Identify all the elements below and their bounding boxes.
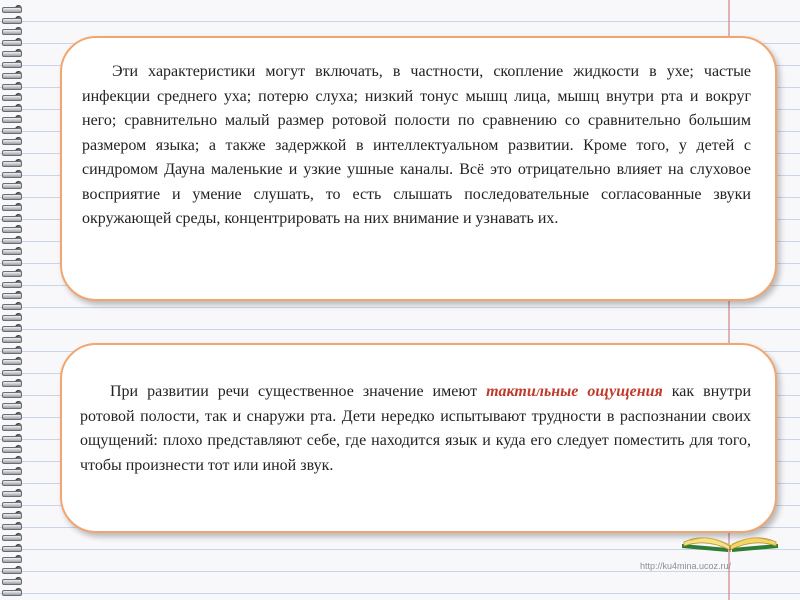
binding-ring-icon xyxy=(2,103,26,112)
binding-ring-icon xyxy=(2,169,26,178)
binding-ring-icon xyxy=(2,521,26,530)
binding-ring-icon xyxy=(2,444,26,453)
binding-ring-icon xyxy=(2,202,26,211)
binding-ring-icon xyxy=(2,411,26,420)
binding-ring-icon xyxy=(2,147,26,156)
binding-ring-icon xyxy=(2,312,26,321)
info-card-2 xyxy=(60,343,777,533)
source-url: http://ku4mina.ucoz.ru/ xyxy=(640,561,732,571)
binding-ring-icon xyxy=(2,224,26,233)
info-card-1 xyxy=(60,36,777,301)
binding-ring-icon xyxy=(2,422,26,431)
binding-ring-icon xyxy=(2,345,26,354)
binding-ring-icon xyxy=(2,455,26,464)
paragraph-1: Эти характеристики могут включать, в частности, скопление жидкости в ухе; частые инфекции среднего уха; потерю слуха; низкий тонус мышц лица, мышц внутри рта и вокруг него; сравнительно малый размер ротовой полости по сравнению со сравнительно большим размером языка; а также задержкой в интеллектуальном развитии. Кроме того, у детей с синдромом Дауна маленькие и узкие ушные каналы. Всё это отрицательно влияет на слуховое восприятие и умение слушать, то есть слышать последовательные согласованные звуки окружающей среды, концентрировать на них внимание и узнавать их. xyxy=(82,63,751,227)
binding-ring-icon xyxy=(2,290,26,299)
binding-ring-icon xyxy=(2,477,26,486)
binding-ring-icon xyxy=(2,279,26,288)
binding-ring-icon xyxy=(2,488,26,497)
open-book-icon xyxy=(680,524,780,554)
binding-ring-icon xyxy=(2,37,26,46)
binding-ring-icon xyxy=(2,389,26,398)
binding-ring-icon xyxy=(2,213,26,222)
binding-ring-icon xyxy=(2,587,26,596)
binding-ring-icon xyxy=(2,246,26,255)
binding-ring-icon xyxy=(2,26,26,35)
binding-ring-icon xyxy=(2,532,26,541)
binding-ring-icon xyxy=(2,59,26,68)
binding-ring-icon xyxy=(2,268,26,277)
binding-ring-icon xyxy=(2,565,26,574)
binding-ring-icon xyxy=(2,114,26,123)
binding-ring-icon xyxy=(2,70,26,79)
binding-ring-icon xyxy=(2,499,26,508)
binding-ring-icon xyxy=(2,180,26,189)
binding-ring-icon xyxy=(2,554,26,563)
binding-ring-icon xyxy=(2,356,26,365)
binding-ring-icon xyxy=(2,4,26,13)
binding-ring-icon xyxy=(2,323,26,332)
binding-ring-icon xyxy=(2,466,26,475)
binding-ring-icon xyxy=(2,136,26,145)
paragraph-2 xyxy=(80,380,751,478)
binding-ring-icon xyxy=(2,48,26,57)
binding-ring-icon xyxy=(2,301,26,310)
highlight-term: тактильные ощущения xyxy=(486,383,663,400)
paragraph-2-start: При развитии речи существенное значение имеют xyxy=(110,383,487,400)
paragraph-2-end: как внутри ротовой полости, так и снаружи рта. Дети нередко испытывают трудности в распознании своих ощущений: плохо представляют себе, где находится язык и куда его следует поместить для того, чтобы произнести тот или иной звук. xyxy=(80,383,752,474)
binding-ring-icon xyxy=(2,367,26,376)
binding-ring-icon xyxy=(2,92,26,101)
binding-ring-icon xyxy=(2,125,26,134)
binding-ring-icon xyxy=(2,378,26,387)
binding-ring-icon xyxy=(2,257,26,266)
binding-ring-icon xyxy=(2,191,26,200)
binding-ring-icon xyxy=(2,235,26,244)
binding-ring-icon xyxy=(2,15,26,24)
binding-ring-icon xyxy=(2,158,26,167)
spiral-binding-icon xyxy=(0,0,30,600)
binding-ring-icon xyxy=(2,334,26,343)
binding-ring-icon xyxy=(2,510,26,519)
binding-ring-icon xyxy=(2,543,26,552)
binding-ring-icon xyxy=(2,433,26,442)
binding-ring-icon xyxy=(2,81,26,90)
binding-ring-icon xyxy=(2,576,26,585)
binding-ring-icon xyxy=(2,400,26,409)
